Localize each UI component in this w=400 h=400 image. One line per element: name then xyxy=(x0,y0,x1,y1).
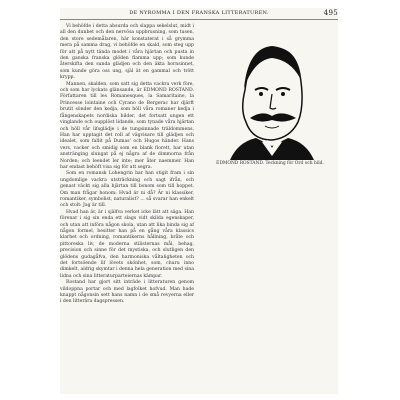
running-title: DE NYROMMA I DEN FRANSKA LITTERATUREN. xyxy=(129,10,269,16)
portrait-illustration xyxy=(210,30,330,160)
header-rule xyxy=(60,19,338,20)
running-header xyxy=(60,10,338,19)
paragraph: Hvad han är, är i själfva verket icke lätt att säga. Han förenar i sig sin enda ett slags vidt skilda egenskaper, och utan att införa någon skola, utan att lika binda sig af någon formel, besitter han på en gång våra klassics klarhet och ordning, romantikerns hållning, bråte och pittoreska liv, de moderna stilisternas mål, behag, precision och sinne för det mystiska, och slutligen den glödens gudagåfva, den harmoniska våltaligheten och det fortsöende lif lövets skönhet, som, churu inno dimkelt, aldrig skymtar i denna hela generation med sina lidna och sina litteraturparteiernas kämpar. xyxy=(60,209,194,279)
paragraph: Vi behöfde i detta absurda och slappa sekelslut, midt i all den dunbet och den nervösa uppbrusning, som tusen, den store sedemålaren, här konstaterat i så grymma mera på samma drag, vi behöfde en skald, som steg upp för att på nytt tända modet i våra hjärtan och pusta in den ganska franska glöden flamma upp; som kunde återskifta den sunda glädjen och den äkta hornsinnet, som kunde göra oss ung, själ ät en gammal och trött krypp. xyxy=(60,24,194,81)
book-page xyxy=(60,8,338,394)
page-number: 495 xyxy=(323,9,338,17)
paragraph: Rostand har gjort sitt inträde i litteraturen genom vildoppna portar och med lagfolket hofvud. Man hade knappt någonsin sett hans namn i de små revyerna eller i den litterära dagspressen. xyxy=(60,280,194,305)
paragraph: Mannen, skalden, som satt sig detta vackra verk före, och som har lyckats glänsande, är EDMOND ROSTAND. Författaren till les Romanesques, la Samaritaine, la Princesse lointaine och Cyrano de Bergerac har djärft brutit sönder den kedja, som höll våra romaner kedja i fångenskapets nordiska bilder, det fortsatt ungen ett vinglande och oupplöst lidande, som tynade våra hjärtan och höll vår lifsglädje i de tungsinnade träldommens. Han har upptagit det roll af vägvisare till glädjen och idealet, som fallit på Dumas' och Hugos händer. Hans vers, vacker och smidig som en blank florett, har utan anstränging slungat på ej några af de dimmorna från Norden; och leendet ler inte; mer åter naemmer. Han har endast behöft visa sig för att segra. xyxy=(60,81,194,170)
paragraph: Som en romansk Lohengrin har han stigit fram i sin ungdomlige vackra utsträckning och sagt ifrån, och genast väckt sig alla hjärtan till bonom som till hoppet. Om man frågar honom: Hvad är ni då? Är ni klassiker, romantiker, symbolist, naturalist? ... så svarar han enkelt och stolt: Jag är till. xyxy=(60,171,194,209)
figure-caption: EDMOND ROSTAND. Teckning för Ord och bild. xyxy=(216,161,324,166)
left-column xyxy=(60,24,194,306)
